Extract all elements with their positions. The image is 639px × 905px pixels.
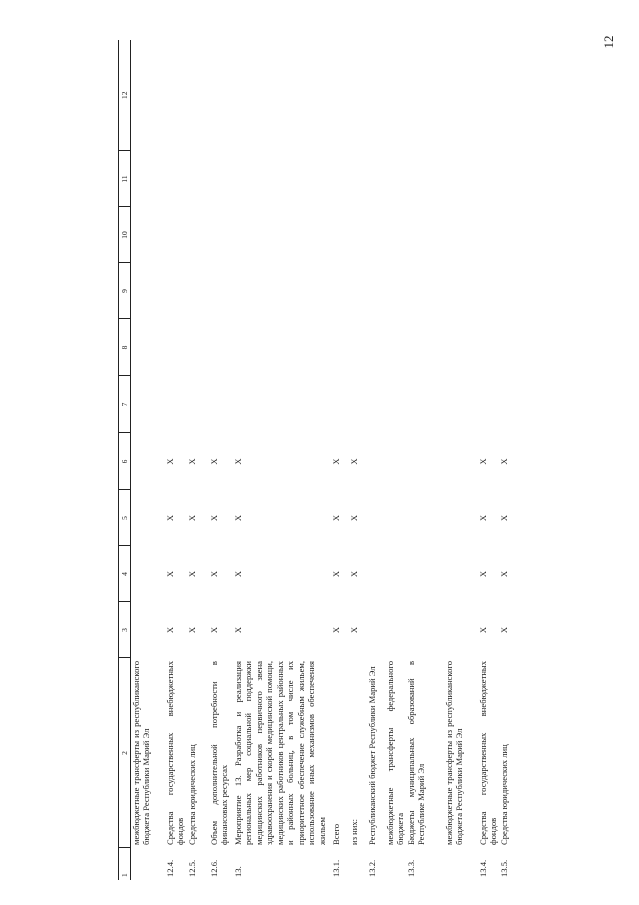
value-cell <box>367 602 385 658</box>
table-row <box>385 40 406 880</box>
table-row <box>478 40 499 880</box>
value-cell <box>444 490 478 546</box>
row-description: Средства государственных внебюджетных фондов <box>477 661 499 845</box>
row-number: 13.2. <box>367 859 377 877</box>
value-cell <box>187 151 209 207</box>
value-cell <box>444 433 478 490</box>
row-number <box>349 848 367 880</box>
header-cell: 6 <box>119 433 131 490</box>
value-cell <box>187 207 209 263</box>
row-description: Объем дополнительной потребности в финансовых ресурсах <box>209 661 230 845</box>
value-cell <box>233 207 331 263</box>
value-cell <box>165 207 187 263</box>
value-cell <box>478 207 499 263</box>
table-row <box>131 40 166 880</box>
row-description: межбюджетные трансферты из республиканского бюджета Республики Марий Эл <box>443 661 465 845</box>
value-cell <box>367 207 385 263</box>
value-cell <box>349 376 367 433</box>
value-cell: X <box>331 514 341 522</box>
value-cell <box>385 319 406 376</box>
value-cell: X <box>477 514 488 522</box>
row-number <box>385 848 406 880</box>
table-row <box>187 40 209 880</box>
value-cell: X <box>187 570 197 578</box>
value-cell: X <box>349 514 359 522</box>
table-row <box>165 40 187 880</box>
value-cell <box>367 151 385 207</box>
value-cell <box>406 263 444 319</box>
header-cell: 5 <box>119 490 131 546</box>
page-number: 12 <box>601 35 616 49</box>
header-cell: 4 <box>119 546 131 602</box>
value-cell <box>385 263 406 319</box>
table-row <box>367 40 385 880</box>
value-cell <box>406 433 444 490</box>
value-cell <box>331 319 349 376</box>
table-row <box>349 40 367 880</box>
row-description: Республиканский бюджет Республики Марий Эл <box>367 666 377 845</box>
value-cell <box>349 263 367 319</box>
header-cell: 2 <box>119 658 131 848</box>
value-cell <box>385 433 406 490</box>
value-cell <box>385 490 406 546</box>
value-cell <box>406 40 444 151</box>
value-cell <box>478 151 499 207</box>
value-cell: X <box>165 570 175 578</box>
value-cell <box>131 602 166 658</box>
value-cell <box>385 151 406 207</box>
value-cell <box>406 319 444 376</box>
header-cell: 7 <box>119 376 131 433</box>
value-cell <box>187 40 209 151</box>
row-description: из них: <box>349 818 359 845</box>
value-cell <box>331 40 349 151</box>
value-cell <box>131 40 166 151</box>
value-cell <box>367 546 385 602</box>
value-cell: X <box>349 570 359 578</box>
value-cell <box>331 263 349 319</box>
table-row <box>209 40 233 880</box>
value-cell <box>444 207 478 263</box>
value-cell <box>499 263 517 319</box>
value-cell <box>187 319 209 376</box>
value-cell <box>444 546 478 602</box>
table-body <box>131 40 517 880</box>
value-cell <box>131 151 166 207</box>
value-cell <box>406 151 444 207</box>
value-cell: X <box>209 570 219 578</box>
value-cell <box>349 207 367 263</box>
value-cell: X <box>477 626 488 634</box>
value-cell <box>209 376 233 433</box>
value-cell <box>444 151 478 207</box>
value-cell: X <box>498 626 509 634</box>
value-cell: X <box>209 514 219 522</box>
header-cell: 9 <box>119 263 131 319</box>
value-cell: X <box>349 458 359 465</box>
value-cell <box>233 319 331 376</box>
value-cell <box>367 263 385 319</box>
header-cell: 3 <box>119 602 131 658</box>
value-cell: X <box>477 458 488 465</box>
value-cell <box>209 263 233 319</box>
value-cell <box>406 602 444 658</box>
value-cell <box>444 376 478 433</box>
value-cell <box>367 319 385 376</box>
header-cell: 8 <box>119 319 131 376</box>
value-cell: X <box>165 514 175 522</box>
value-cell <box>499 376 517 433</box>
row-description: межбюджетные трансферты из республиканского бюджета Республики Марий Эл <box>131 661 152 845</box>
value-cell <box>233 40 331 151</box>
value-cell: X <box>477 570 488 578</box>
rotated-sheet <box>118 40 533 880</box>
value-cell <box>209 40 233 151</box>
value-cell: X <box>349 626 359 634</box>
value-cell <box>406 207 444 263</box>
row-number: 12.4. <box>165 859 175 877</box>
value-cell <box>331 151 349 207</box>
value-cell <box>331 376 349 433</box>
value-cell <box>131 207 166 263</box>
value-cell <box>187 376 209 433</box>
value-cell <box>444 40 478 151</box>
value-cell <box>187 263 209 319</box>
value-cell: X <box>187 626 197 634</box>
value-cell: X <box>331 458 341 465</box>
value-cell <box>444 263 478 319</box>
row-description: Средства юридических лиц <box>498 744 509 845</box>
value-cell <box>385 376 406 433</box>
value-cell: X <box>331 570 341 578</box>
table-row <box>331 40 349 880</box>
value-cell <box>385 207 406 263</box>
value-cell: X <box>331 626 341 634</box>
row-number: 13.4. <box>477 859 488 877</box>
value-cell <box>499 207 517 263</box>
value-cell <box>478 263 499 319</box>
row-description: Мероприятие 13. Разработка и реализация региональных мер социальной поддержки медицинских работников первичного звена здравоохранения и скорой медицинской помощи, медицинских работников центральных районных и районных больниц, в том числе их приоритетное обеспечение служебным жильем, использование иных механизмов обеспечения жильем <box>233 661 327 845</box>
row-number: 12.5. <box>187 859 197 877</box>
table-row <box>233 40 331 880</box>
value-cell: X <box>233 626 243 634</box>
value-cell: X <box>498 570 509 578</box>
value-cell: X <box>233 570 243 578</box>
value-cell <box>233 151 331 207</box>
value-cell: X <box>498 458 509 465</box>
value-cell <box>349 151 367 207</box>
value-cell: X <box>209 626 219 634</box>
value-cell <box>385 546 406 602</box>
row-number: 13.5. <box>498 859 509 877</box>
value-cell <box>478 40 499 151</box>
row-number: 13.1. <box>331 859 341 877</box>
header-cell: 10 <box>119 207 131 263</box>
value-cell <box>406 546 444 602</box>
value-cell <box>165 376 187 433</box>
header-row <box>119 40 131 880</box>
header-cell: 12 <box>119 40 131 151</box>
value-cell: X <box>233 458 243 465</box>
program-table <box>118 40 517 880</box>
row-number <box>444 848 478 880</box>
value-cell <box>209 319 233 376</box>
value-cell <box>131 263 166 319</box>
row-description: межбюджетные трансферты федерального бюджета <box>385 661 406 845</box>
value-cell <box>209 207 233 263</box>
value-cell <box>478 319 499 376</box>
value-cell: X <box>187 458 197 465</box>
value-cell <box>367 40 385 151</box>
value-cell <box>499 319 517 376</box>
value-cell <box>385 40 406 151</box>
value-cell <box>367 490 385 546</box>
row-description: Всего <box>331 823 341 845</box>
value-cell <box>444 602 478 658</box>
value-cell <box>165 319 187 376</box>
value-cell <box>349 40 367 151</box>
value-cell <box>406 376 444 433</box>
value-cell <box>165 151 187 207</box>
row-description: Средства государственных внебюджетных фондов <box>165 661 186 845</box>
header-cell: 11 <box>119 151 131 207</box>
value-cell <box>367 433 385 490</box>
value-cell: X <box>165 458 175 465</box>
value-cell <box>209 151 233 207</box>
row-description: Бюджеты муниципальных образований в Республике Марий Эл <box>405 661 427 845</box>
value-cell: X <box>233 514 243 522</box>
value-cell <box>499 40 517 151</box>
value-cell <box>444 319 478 376</box>
value-cell <box>131 376 166 433</box>
value-cell <box>131 433 166 490</box>
value-cell <box>349 319 367 376</box>
table-row <box>444 40 478 880</box>
row-description: Средства юридических лиц <box>187 744 197 845</box>
value-cell <box>131 490 166 546</box>
value-cell <box>131 546 166 602</box>
value-cell <box>406 490 444 546</box>
row-number: 13.3. <box>405 859 416 877</box>
value-cell <box>233 263 331 319</box>
value-cell <box>385 602 406 658</box>
row-number: 12.6. <box>209 859 219 877</box>
value-cell: X <box>498 514 509 522</box>
table-row <box>499 40 517 880</box>
value-cell <box>165 263 187 319</box>
row-number <box>131 848 166 880</box>
value-cell <box>233 376 331 433</box>
table-row <box>406 40 444 880</box>
header-cell: 1 <box>119 848 131 880</box>
value-cell <box>131 319 166 376</box>
value-cell <box>165 40 187 151</box>
value-cell: X <box>165 626 175 634</box>
row-number: 13. <box>233 866 243 877</box>
value-cell <box>367 376 385 433</box>
value-cell: X <box>187 514 197 522</box>
value-cell <box>478 376 499 433</box>
value-cell <box>331 207 349 263</box>
value-cell: X <box>209 458 219 465</box>
value-cell <box>499 151 517 207</box>
